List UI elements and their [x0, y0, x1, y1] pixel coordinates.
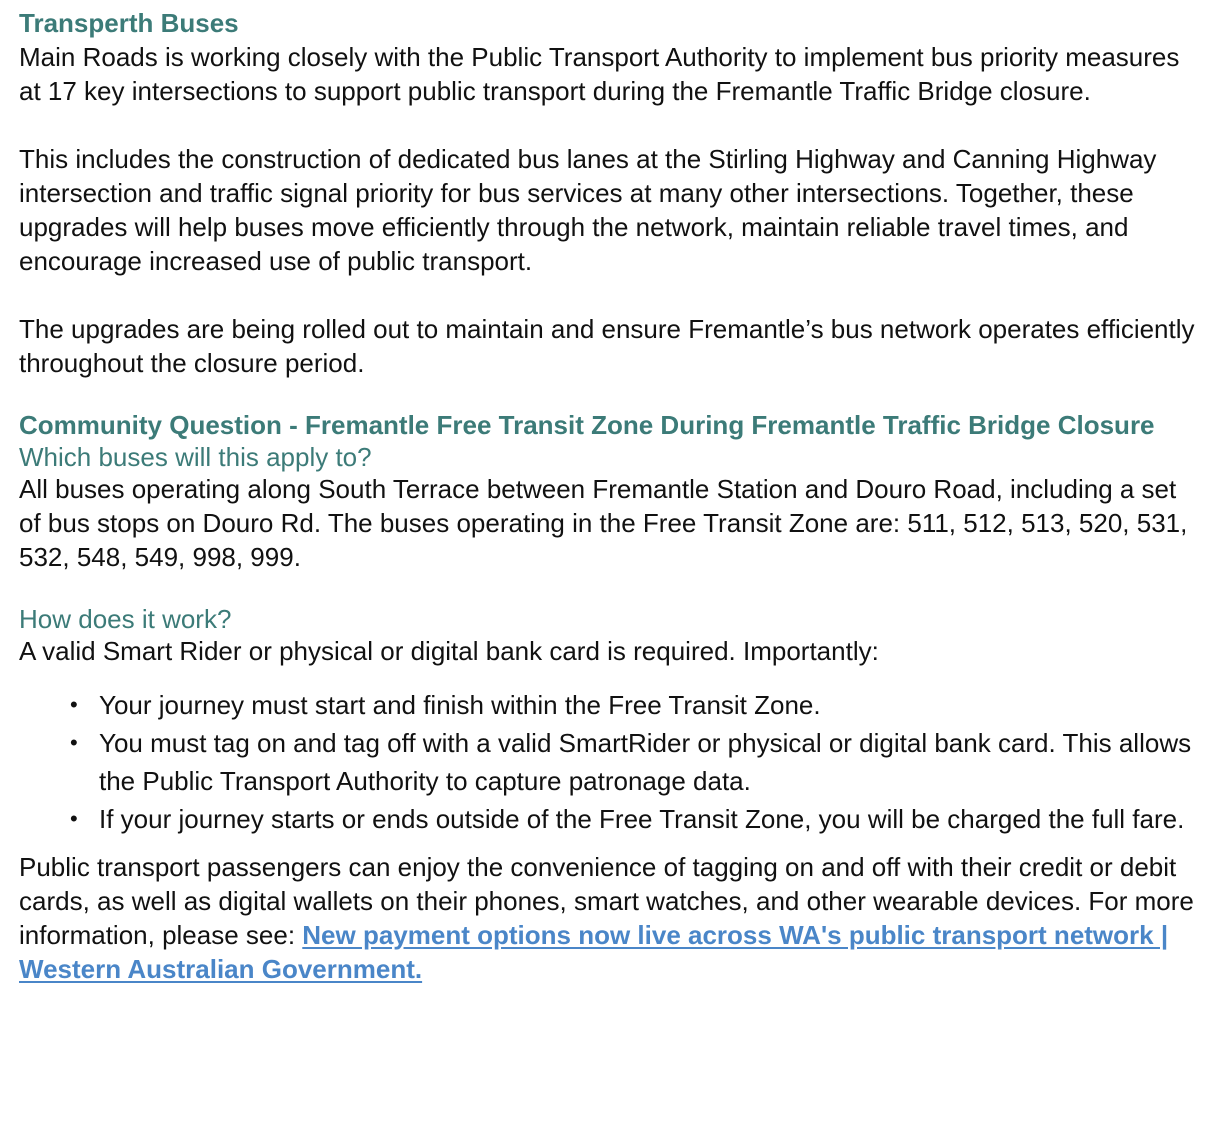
- section-title-transperth-buses: Transperth Buses: [19, 8, 239, 38]
- buses-paragraph-2: This includes the construction of dedicated bus lanes at the Stirling Highway and Canning Highway intersection and traffic signal priority for bus services at many other intersections. Together, these upgrades will help buses move efficiently through the network, maintain reliable travel times, and encourage increased use of public transport.: [19, 144, 1157, 276]
- requirements-list: [19, 686, 1204, 838]
- closing-paragraph: [19, 850, 1204, 986]
- spacer: [19, 278, 1204, 312]
- buses-paragraph-3: The upgrades are being rolled out to maintain and ensure Fremantle’s bus network operates efficiently throughout the closure period.: [19, 314, 1195, 378]
- buses-paragraph-1: Main Roads is working closely with the Public Transport Authority to implement bus priority measures at 17 key intersections to support public transport during the Fremantle Traffic Bridge closure.: [19, 42, 1180, 106]
- spacer: [19, 108, 1204, 142]
- question-which-buses: Which buses will this apply to?: [19, 442, 372, 472]
- spacer: [19, 380, 1204, 408]
- list-item: • If your journey starts or ends outside of the Free Transit Zone, you will be charged the full fare.: [99, 800, 1204, 838]
- answer-how-it-works: A valid Smart Rider or physical or digital bank card is required. Importantly:: [19, 636, 879, 666]
- bullet-icon: •: [70, 692, 78, 717]
- list-item: • You must tag on and tag off with a valid SmartRider or physical or digital bank card. This allows the Public Transport Authority to capture patronage data.: [99, 724, 1204, 800]
- bullet-icon: •: [70, 730, 78, 755]
- answer-which-buses: All buses operating along South Terrace between Fremantle Station and Douro Road, including a set of bus stops on Douro Rd. The buses operating in the Free Transit Zone are: 511, 512, 513, 520, 531, 532, 548, 549, 998, 999.: [19, 474, 1188, 572]
- closing-text: Public transport passengers can enjoy the convenience of tagging on and off with their credit or debit cards, as well as digital wallets on their phones, smart watches, and other wearable devices. For more information, please see:: [19, 852, 1194, 950]
- question-how-it-works: How does it work?: [19, 604, 232, 634]
- list-item: • Your journey must start and finish within the Free Transit Zone.: [99, 686, 1204, 724]
- payment-options-link[interactable]: New payment options now live across WA's public transport network | Western Australian Government.: [19, 920, 1169, 984]
- spacer: [19, 838, 1204, 850]
- bullet-icon: •: [70, 806, 78, 831]
- spacer: [19, 668, 1204, 686]
- section-title-community-question: Community Question - Fremantle Free Transit Zone During Fremantle Traffic Bridge Closure: [19, 410, 1155, 440]
- spacer: [19, 574, 1204, 604]
